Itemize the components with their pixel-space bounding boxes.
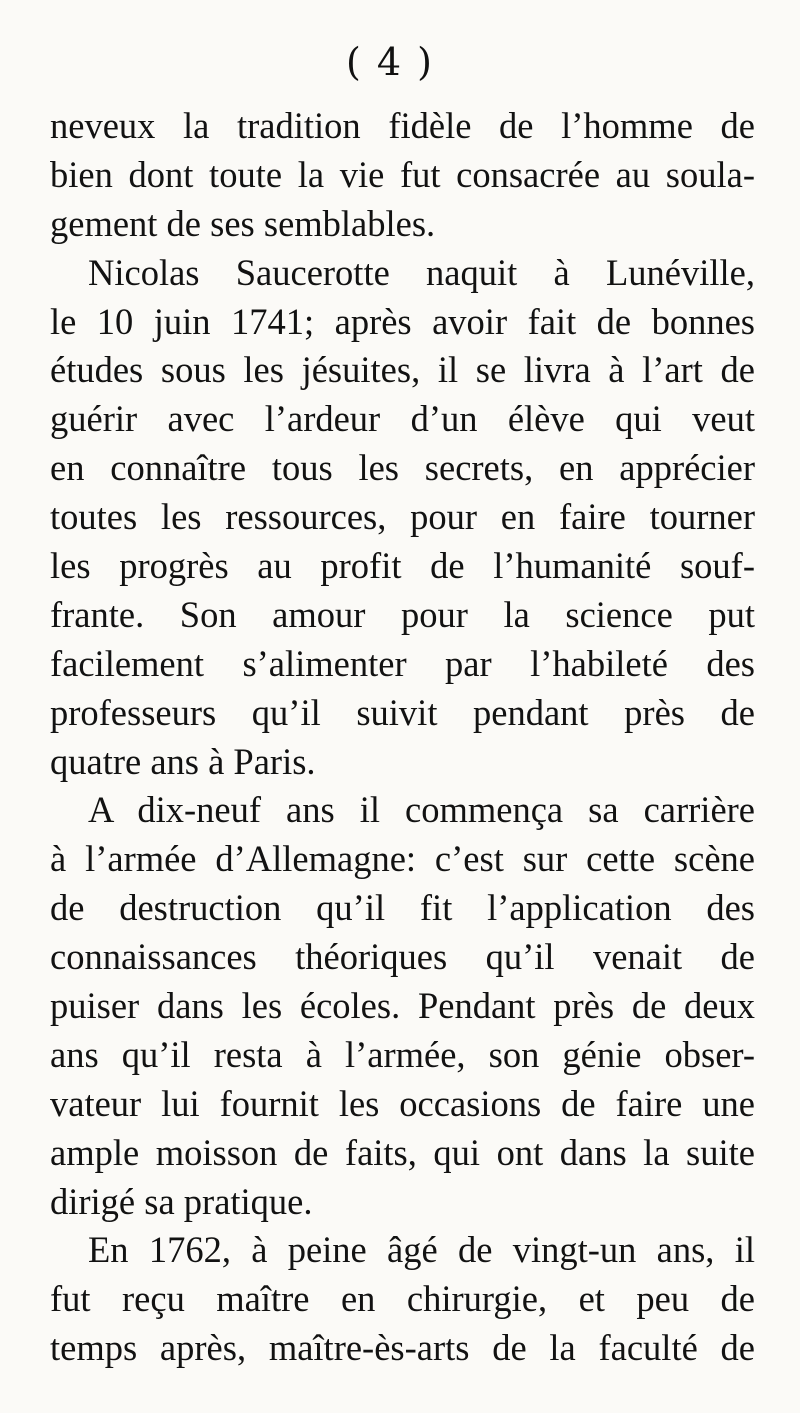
text-line: dirigé sa pratique. bbox=[50, 1180, 313, 1222]
text-line: le 10 juin 1741; après avoir fait de bonnes bbox=[50, 300, 755, 342]
text-line: guérir avec l’ardeur d’un élève qui veut bbox=[50, 398, 755, 440]
text-line: études sous les jésuites, il se livra à l’art de bbox=[50, 349, 755, 391]
body-text bbox=[50, 102, 755, 1373]
text-line: bien dont toute la vie fut consacrée au soula- bbox=[50, 153, 755, 195]
text-line: ans qu’il resta à l’armée, son génie obser- bbox=[50, 1033, 755, 1075]
text-line: facilement s’alimenter par l’habileté des bbox=[50, 642, 755, 684]
text-line: fut reçu maître en chirurgie, et peu de bbox=[50, 1278, 755, 1320]
page-number: ( 4 ) bbox=[346, 40, 434, 84]
text-line: toutes les ressources, pour en faire tourner bbox=[50, 496, 755, 538]
text-line: en connaître tous les secrets, en apprécier bbox=[50, 447, 755, 489]
text-line: connaissances théoriques qu’il venait de bbox=[50, 936, 755, 978]
text-line: quatre ans à Paris. bbox=[50, 740, 316, 782]
text-line: En 1762, à peine âgé de vingt-un ans, il bbox=[88, 1229, 755, 1271]
text-line: Nicolas Saucerotte naquit à Lunéville, bbox=[88, 251, 755, 293]
text-line: frante. Son amour pour la science put bbox=[50, 593, 755, 635]
text-line: gement de ses semblables. bbox=[50, 202, 436, 244]
text-line: A dix-neuf ans il commença sa carrière bbox=[88, 789, 755, 831]
text-line: ample moisson de faits, qui ont dans la suite bbox=[50, 1131, 755, 1173]
text-line: puiser dans les écoles. Pendant près de deux bbox=[50, 985, 755, 1027]
text-line: les progrès au profit de l’humanité souf- bbox=[50, 545, 755, 587]
text-line: vateur lui fournit les occasions de faire une bbox=[50, 1082, 755, 1124]
text-line: neveux la tradition fidèle de l’homme de bbox=[50, 105, 755, 146]
text-line: professeurs qu’il suivit pendant près de bbox=[50, 691, 755, 733]
text-line: temps après, maître-ès-arts de la faculté de bbox=[50, 1327, 755, 1369]
text-line: à l’armée d’Allemagne: c’est sur cette scène bbox=[50, 838, 755, 880]
text-line: de destruction qu’il fit l’application des bbox=[50, 887, 755, 929]
